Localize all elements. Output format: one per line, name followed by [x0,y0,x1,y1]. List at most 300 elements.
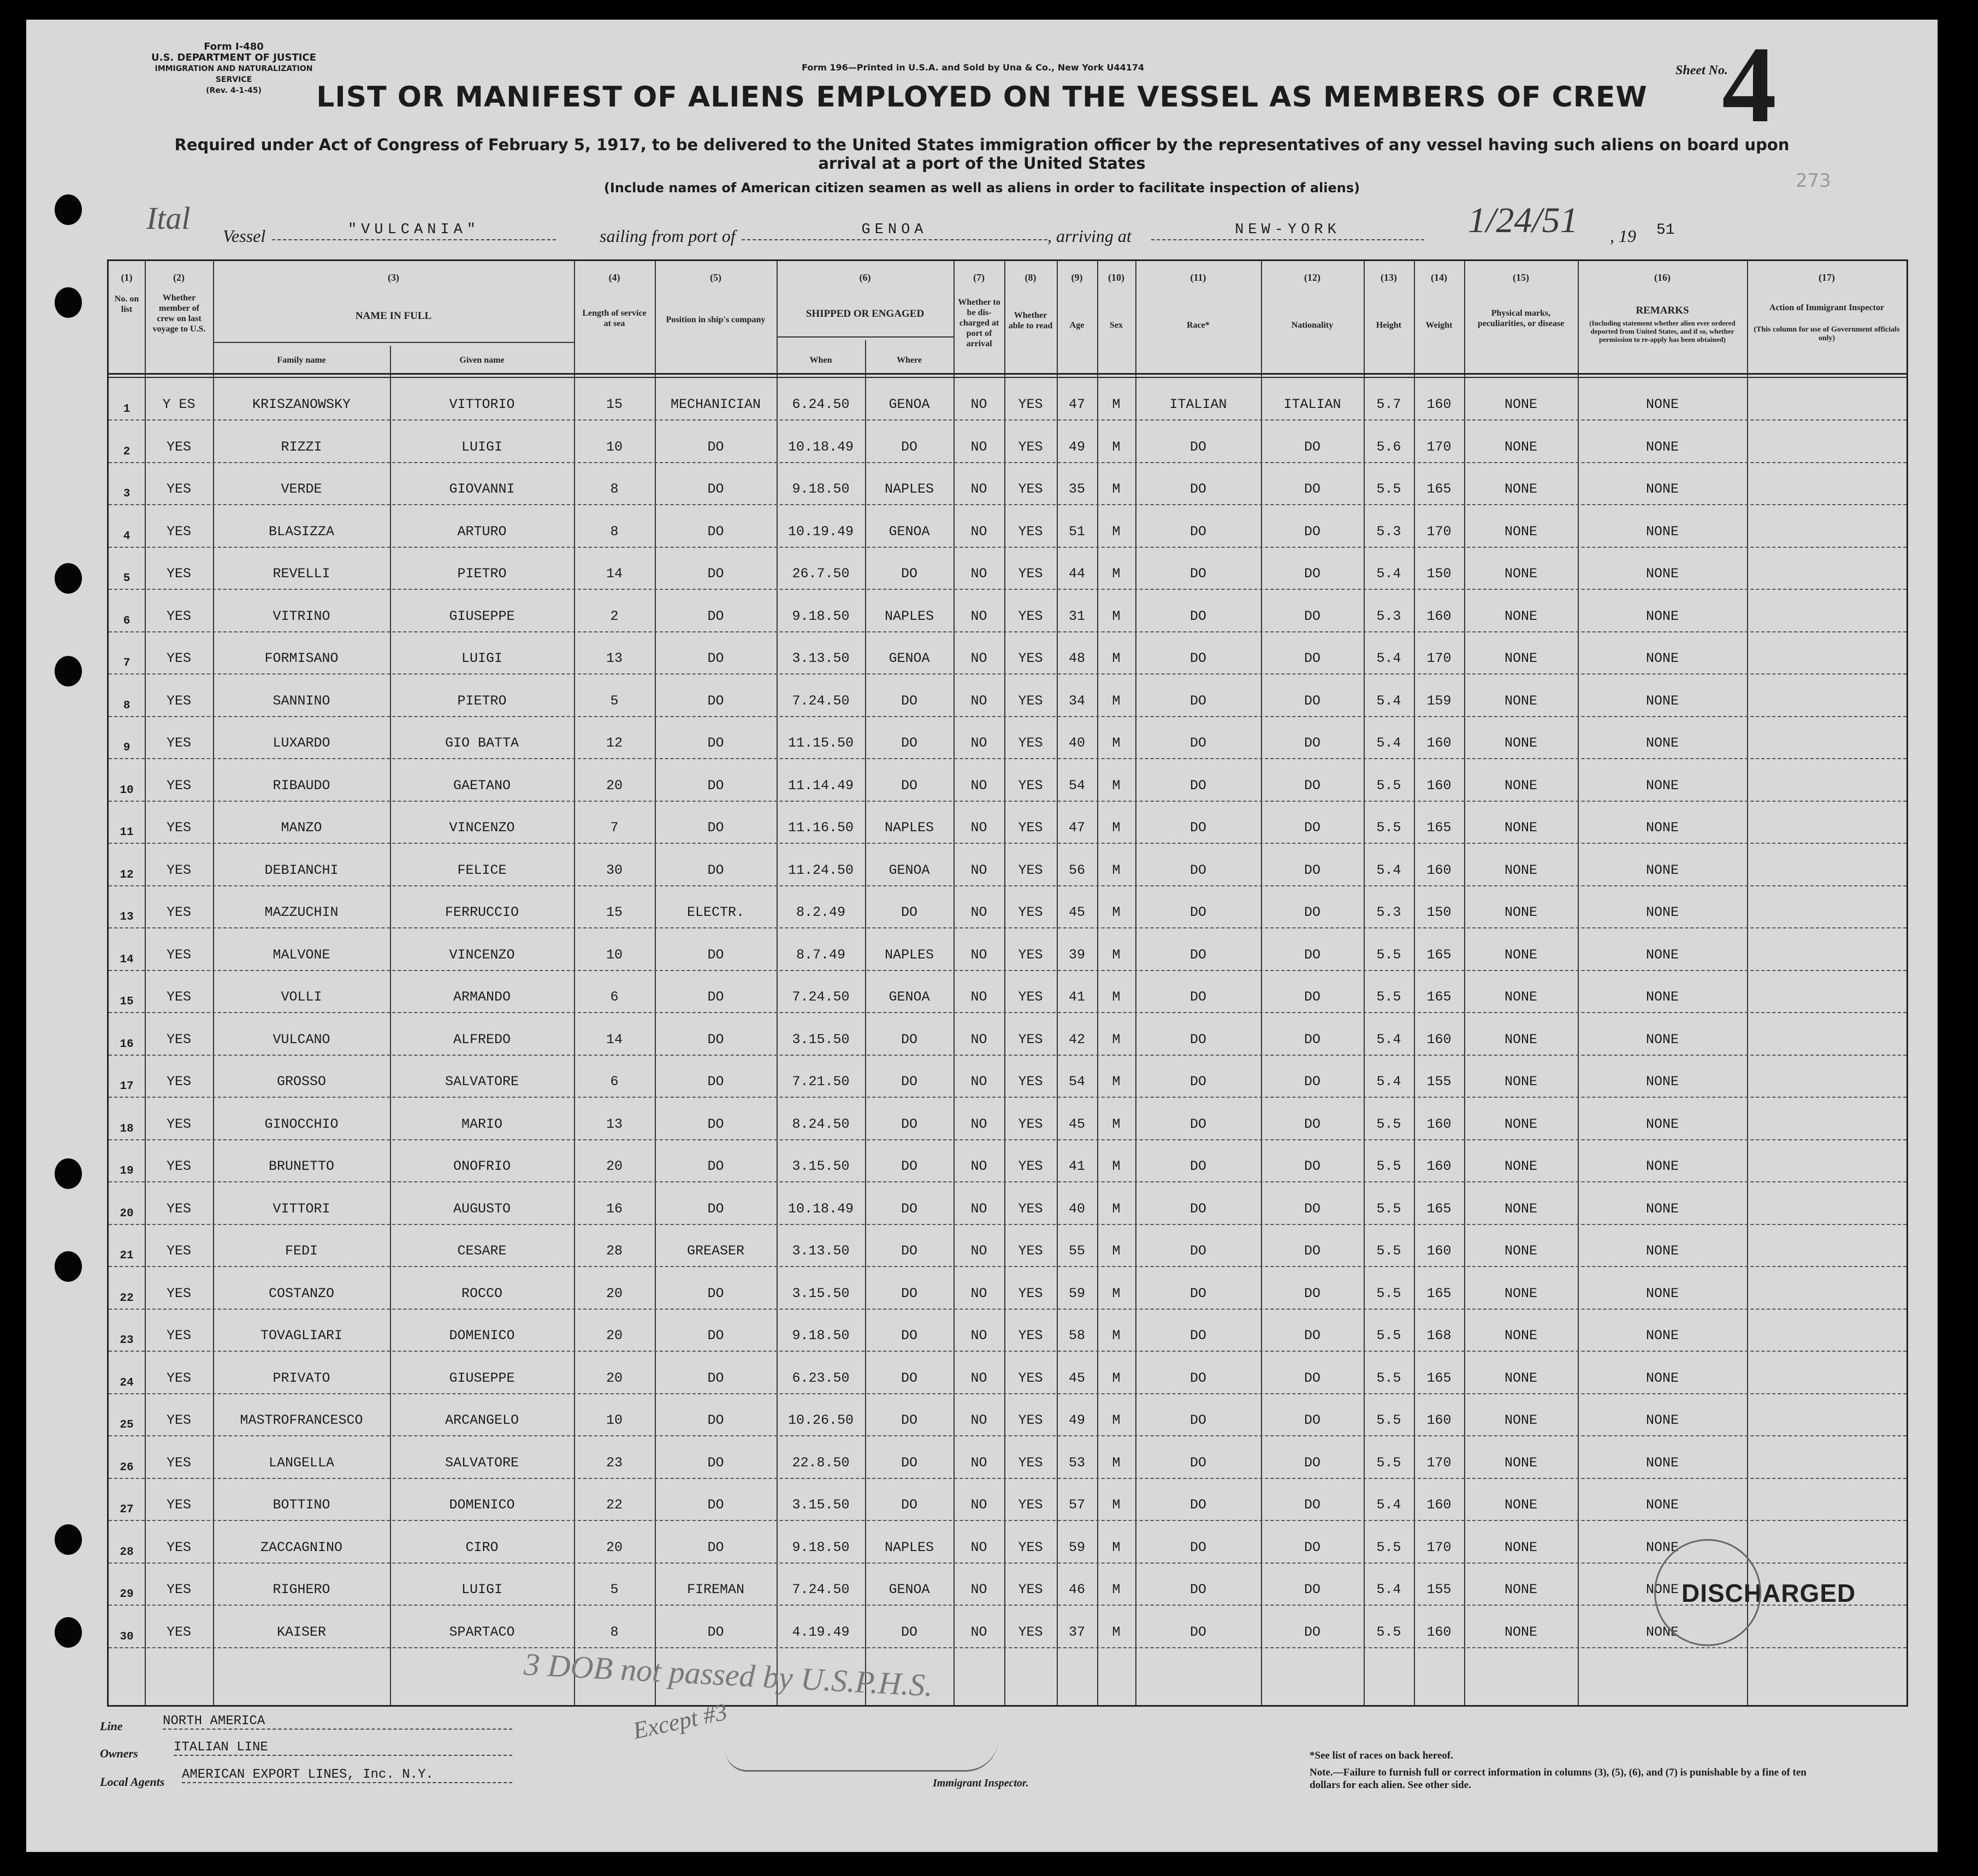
cell-sex: M [1112,1074,1121,1090]
cell-race: DO [1189,820,1206,836]
cell-position: DO [707,1074,724,1090]
line-label: Line [100,1719,123,1733]
cell-position: DO [707,1031,724,1048]
header-nationality: Nationality [1291,321,1334,330]
cell-family-name: TOVAGLIARI [260,1328,343,1344]
cell-position: DO [707,1116,724,1132]
discharged-stamp: DISCHARGED [1681,1579,1856,1607]
cell-remarks: NONE [1645,1116,1679,1132]
document-subtitle-note: (Include names of American citizen seamen as well as aliens in order to facilitate inspection of aliens) [603,180,1360,196]
cell-age: 54 [1068,1074,1085,1090]
cell-discharged: NO [970,608,987,624]
cell-given-name: LUIGI [461,650,502,666]
cell-age: 45 [1068,904,1085,920]
cell-shipped-where: DO [901,1370,917,1386]
table-row [109,1140,1906,1182]
cell-sex: M [1112,1412,1121,1428]
cell-family-name: PRIVATO [273,1370,330,1386]
cell-shipped-where: DO [901,439,917,455]
cell-race: DO [1189,481,1206,497]
cell-sex: M [1112,1200,1121,1217]
cell-row-number: 1 [123,403,131,416]
table-row [109,928,1906,971]
table-row [109,886,1906,928]
cell-remarks: NONE [1645,566,1679,582]
cell-remarks: NONE [1645,1243,1679,1259]
cell-physical-marks: NONE [1504,1074,1537,1090]
cell-row-number: 16 [120,1038,134,1051]
cell-row-number: 13 [120,911,134,924]
cell-nationality: DO [1304,1497,1320,1513]
cell-family-name: RIZZI [281,439,322,455]
cell-sex: M [1112,396,1121,412]
cell-height: 5.3 [1376,608,1401,624]
cell-shipped-where: DO [901,1074,917,1090]
cell-weight: 165 [1426,989,1452,1005]
cell-crew-last-voyage: YES [166,946,191,963]
cell-shipped-when: 7.24.50 [792,989,850,1005]
line-value: NORTH AMERICA [163,1714,512,1730]
cell-sex: M [1112,1116,1121,1132]
cell-discharged: NO [970,439,987,455]
header-given-name: Given name [459,356,505,365]
cell-age: 45 [1068,1116,1085,1132]
cell-nationality: DO [1304,1074,1320,1090]
cell-position: DO [707,820,724,836]
cell-given-name: MARIO [461,1116,502,1132]
arriving-label: , arriving at [1047,226,1132,246]
cell-nationality: DO [1304,1370,1320,1386]
cell-crew-last-voyage: YES [166,566,191,582]
cell-weight: 165 [1426,1285,1452,1301]
cell-weight: 168 [1426,1328,1452,1344]
cell-nationality: DO [1304,1031,1320,1048]
cell-position: GREASER [686,1243,745,1259]
cell-sex: M [1112,1031,1121,1048]
port-to: NEW-YORK [1151,222,1424,240]
cell-shipped-when: 6.24.50 [792,396,850,412]
arrival-date-handwritten: 1/24/51 [1468,200,1578,240]
cell-family-name: ZACCAGNINO [260,1539,343,1555]
cell-shipped-when: 9.18.50 [792,481,850,497]
cell-age: 47 [1068,820,1085,836]
cell-age: 57 [1068,1497,1085,1513]
cell-weight: 170 [1426,523,1452,540]
table-row [109,1267,1906,1310]
sheet-number: 4 [1722,25,1776,145]
cell-shipped-where: DO [901,1200,917,1217]
cell-physical-marks: NONE [1504,1539,1537,1555]
cell-crew-last-voyage: YES [166,650,191,666]
header-age: Age [1069,321,1085,330]
cell-physical-marks: NONE [1504,650,1537,666]
cell-sex: M [1112,481,1121,497]
cell-age: 51 [1068,523,1085,540]
penalty-note: Note.—Failure to furnish full or correct information in columns (3), (5), (6), and (7) is punishable by a fine of ten dollars for each alien. See other side. [1310,1767,1807,1791]
cell-family-name: VOLLI [281,989,322,1005]
cell-nationality: DO [1304,608,1320,624]
cell-shipped-where: NAPLES [884,481,934,497]
cell-nationality: DO [1304,1412,1320,1428]
cell-nationality: DO [1304,1454,1320,1471]
cell-row-number: 10 [120,784,134,797]
cell-race: DO [1189,1539,1206,1555]
cell-race: DO [1189,608,1206,624]
cell-age: 41 [1068,1158,1085,1174]
cell-crew-last-voyage: YES [166,1031,191,1048]
cell-length-of-service: 15 [606,904,623,920]
cell-nationality: DO [1304,439,1320,455]
cell-remarks: NONE [1645,481,1679,497]
cell-sex: M [1112,1370,1121,1386]
cell-shipped-when: 10.18.49 [787,439,854,455]
handwritten-bottom-note: 3 DOB not passed by U.S.P.H.S. [523,1646,934,1703]
cell-given-name: ONOFRIO [453,1158,511,1174]
cell-nationality: DO [1304,481,1320,497]
cell-shipped-where: DO [901,1412,917,1428]
cell-race: DO [1189,1200,1206,1217]
cell-row-number: 3 [123,488,131,500]
table-row [109,1098,1906,1140]
header-bottom-rule [109,373,1906,375]
cell-age: 56 [1068,862,1085,878]
cell-weight: 155 [1426,1582,1452,1597]
cell-crew-last-voyage: YES [166,1370,191,1386]
cell-nationality: DO [1304,523,1320,540]
cell-discharged: NO [970,650,987,666]
cell-remarks: NONE [1645,820,1679,836]
cell-physical-marks: NONE [1504,862,1537,878]
cell-discharged: NO [970,862,987,878]
col-num-11: (11) [1190,272,1206,283]
cell-physical-marks: NONE [1504,439,1537,455]
cell-physical-marks: NONE [1504,904,1537,920]
document-title: LIST OR MANIFEST OF ALIENS EMPLOYED ON THE VESSEL AS MEMBERS OF CREW [316,81,1648,114]
cell-weight: 165 [1426,1370,1452,1386]
cell-shipped-where: DO [901,904,917,920]
cell-given-name: GIO BATTA [445,735,519,751]
cell-physical-marks: NONE [1504,989,1537,1005]
punch-hole [55,194,82,225]
cell-physical-marks: NONE [1504,1370,1537,1386]
cell-weight: 150 [1426,904,1452,920]
cell-age: 47 [1068,396,1085,412]
cell-position: DO [707,1624,724,1640]
cell-row-number: 5 [123,572,131,585]
cell-able-to-read: YES [1018,1539,1043,1555]
cell-discharged: NO [970,820,987,836]
cell-sex: M [1112,1624,1121,1640]
cell-age: 41 [1068,989,1085,1005]
cell-discharged: NO [970,777,987,794]
cell-physical-marks: NONE [1504,1497,1537,1513]
header-where: Where [897,356,922,365]
cell-able-to-read: YES [1018,1454,1043,1471]
cell-shipped-where: DO [901,1285,917,1301]
cell-shipped-where: GENOA [889,1582,930,1597]
cell-height: 5.4 [1376,1497,1401,1513]
cell-remarks: NONE [1645,1454,1679,1471]
cell-weight: 170 [1426,1539,1452,1555]
cell-length-of-service: 5 [610,1582,619,1597]
cell-shipped-when: 6.23.50 [792,1370,850,1386]
cell-position: DO [707,777,724,794]
cell-given-name: CIRO [465,1539,499,1555]
cell-physical-marks: NONE [1504,735,1537,751]
cell-family-name: COSTANZO [268,1285,335,1301]
cell-able-to-read: YES [1018,608,1043,624]
punch-hole [55,1524,82,1555]
cell-crew-last-voyage: YES [166,439,191,455]
cell-discharged: NO [970,1412,987,1428]
handwritten-note-ital: Ital [146,200,191,236]
cell-family-name: LANGELLA [268,1454,335,1471]
cell-row-number: 7 [123,657,131,670]
cell-family-name: BOTTINO [273,1497,330,1513]
cell-crew-last-voyage: YES [166,904,191,920]
cell-position: DO [707,1200,724,1217]
cell-able-to-read: YES [1018,946,1043,963]
cell-nationality: DO [1304,1539,1320,1555]
cell-given-name: GIUSEPPE [449,608,515,624]
col-num-10: (10) [1108,272,1124,283]
cell-shipped-where: NAPLES [884,608,934,624]
cell-crew-last-voyage: YES [166,862,191,878]
cell-shipped-where: DO [901,1116,917,1132]
cell-shipped-when: 3.13.50 [792,1243,850,1259]
cell-shipped-where: GENOA [889,862,930,878]
cell-length-of-service: 20 [606,1285,623,1301]
cell-position: ELECTR. [686,904,745,920]
cell-discharged: NO [970,1243,987,1259]
cell-height: 5.5 [1376,1370,1401,1386]
cell-crew-last-voyage: YES [166,777,191,794]
cell-position: DO [707,1539,724,1555]
cell-crew-last-voyage: YES [166,1243,191,1259]
cell-length-of-service: 23 [606,1454,623,1471]
cell-position: MECHANICIAN [670,396,761,412]
cell-row-number: 9 [123,742,131,754]
cell-sex: M [1112,946,1121,963]
cell-race: DO [1189,1158,1206,1174]
header-height: Height [1376,321,1402,330]
cell-length-of-service: 28 [606,1243,623,1259]
cell-sex: M [1112,1454,1121,1471]
table-row [109,1478,1906,1521]
cell-crew-last-voyage: YES [166,1454,191,1471]
cell-weight: 160 [1426,862,1452,878]
cell-physical-marks: NONE [1504,946,1537,963]
cell-shipped-where: DO [901,1454,917,1471]
cell-weight: 150 [1426,566,1452,582]
cell-position: DO [707,862,724,878]
cell-remarks: NONE [1645,1328,1679,1344]
cell-family-name: BRUNETTO [268,1158,335,1174]
cell-family-name: VITRINO [273,608,330,624]
punch-hole [55,563,82,594]
cell-able-to-read: YES [1018,1412,1043,1428]
table-row [109,674,1906,717]
col-num-13: (13) [1381,272,1397,283]
cell-given-name: DOMENICO [449,1328,515,1344]
col-num-4: (4) [608,272,620,283]
cell-height: 5.4 [1376,566,1401,582]
cell-race: DO [1189,1582,1206,1597]
cell-family-name: MANZO [281,820,322,836]
cell-shipped-where: DO [901,735,917,751]
cell-physical-marks: NONE [1504,1412,1537,1428]
cell-discharged: NO [970,566,987,582]
cell-sex: M [1112,1243,1121,1259]
cell-given-name: VITTORIO [449,396,515,412]
cell-crew-last-voyage: YES [166,1582,191,1597]
cell-row-number: 30 [120,1630,134,1643]
cell-shipped-where: DO [901,1243,917,1259]
cell-height: 5.4 [1376,862,1401,878]
cell-position: DO [707,1158,724,1174]
cell-shipped-when: 10.26.50 [787,1412,854,1428]
cell-family-name: GROSSO [276,1074,326,1090]
cell-family-name: VERDE [281,481,322,497]
cell-nationality: DO [1304,946,1320,963]
cell-length-of-service: 14 [606,566,623,582]
cell-discharged: NO [970,693,987,709]
cell-discharged: NO [970,1497,987,1513]
header-discharged: Whether to be dis-charged at port of arrival [958,298,1000,348]
header-remarks: REMARKS [1636,305,1689,316]
cell-crew-last-voyage: Y ES [162,396,196,412]
cell-physical-marks: NONE [1504,1200,1537,1217]
cell-given-name: FELICE [457,862,507,878]
cell-family-name: RIGHERO [273,1582,330,1597]
cell-discharged: NO [970,989,987,1005]
local-agents-value: AMERICAN EXPORT LINES, Inc. N.Y. [182,1767,512,1783]
cell-shipped-where: GENOA [889,650,930,666]
cell-family-name: REVELLI [273,566,330,582]
cell-nationality: DO [1304,566,1320,582]
cell-race: DO [1189,862,1206,878]
cell-nationality: DO [1304,1158,1320,1174]
cell-length-of-service: 8 [610,481,619,497]
cell-nationality: DO [1304,820,1320,836]
cell-given-name: DOMENICO [449,1497,515,1513]
cell-age: 58 [1068,1328,1085,1344]
cell-remarks: NONE [1645,946,1679,963]
cell-row-number: 6 [123,614,131,628]
cell-family-name: LUXARDO [273,735,330,751]
cell-nationality: DO [1304,1116,1320,1132]
cell-shipped-where: NAPLES [884,1539,934,1555]
cell-able-to-read: YES [1018,1200,1043,1217]
cell-age: 59 [1068,1285,1085,1301]
cell-length-of-service: 14 [606,1031,623,1048]
cell-row-number: 20 [120,1207,134,1220]
cell-able-to-read: YES [1018,650,1043,666]
cell-physical-marks: NONE [1504,566,1537,582]
cell-height: 5.3 [1376,904,1401,920]
cell-height: 5.5 [1376,1412,1401,1428]
cell-physical-marks: NONE [1504,777,1537,794]
cell-family-name: MALVONE [273,946,330,963]
cell-physical-marks: NONE [1504,523,1537,540]
cell-family-name: BLASIZZA [268,523,335,540]
cell-discharged: NO [970,735,987,751]
cell-shipped-when: 4.19.49 [792,1624,850,1640]
punch-hole [55,656,82,687]
cell-shipped-when: 11.14.49 [787,777,854,794]
cell-discharged: NO [970,523,987,540]
cell-shipped-where: DO [901,1328,917,1344]
cell-crew-last-voyage: YES [166,735,191,751]
header-rule [213,342,574,343]
cell-shipped-where: DO [901,566,917,582]
punch-hole [55,1158,82,1189]
cell-given-name: GIUSEPPE [449,1370,515,1386]
table-row [109,1352,1906,1394]
cell-weight: 159 [1426,693,1452,709]
cell-race: DO [1189,904,1206,920]
cell-discharged: NO [970,904,987,920]
cell-age: 49 [1068,439,1085,455]
cell-shipped-when: 8.7.49 [796,946,845,963]
cell-discharged: NO [970,1328,987,1344]
cell-family-name: KRISZANOWSKY [252,396,351,412]
cell-crew-last-voyage: YES [166,1074,191,1090]
year-value: 51 [1656,222,1675,239]
cell-race: DO [1189,1243,1206,1259]
cell-race: DO [1189,1328,1206,1344]
cell-shipped-where: DO [901,1624,917,1640]
col-num-17: (17) [1819,272,1835,283]
cell-nationality: DO [1304,650,1320,666]
table-row [109,1606,1906,1648]
cell-weight: 160 [1426,396,1452,412]
cell-given-name: CESARE [457,1243,507,1259]
cell-crew-last-voyage: YES [166,820,191,836]
cell-shipped-when: 3.13.50 [792,650,850,666]
cell-nationality: DO [1304,1624,1320,1640]
col-num-3: (3) [388,272,399,283]
cell-remarks: NONE [1645,1497,1679,1513]
cell-given-name: SALVATORE [445,1074,519,1090]
cell-nationality: DO [1304,1285,1320,1301]
cell-family-name: FORMISANO [264,650,339,666]
cell-position: DO [707,439,724,455]
header-crew-last-voyage: Whether member of crew on last voyage to U.S. [152,293,206,334]
cell-weight: 165 [1426,820,1452,836]
cell-able-to-read: YES [1018,439,1043,455]
cell-remarks: NONE [1645,608,1679,624]
cell-family-name: FEDI [285,1243,318,1259]
cell-age: 46 [1068,1582,1085,1597]
cell-height: 5.4 [1376,650,1401,666]
cell-given-name: SALVATORE [445,1454,519,1471]
cell-position: DO [707,566,724,582]
header-sex: Sex [1110,321,1123,330]
cell-able-to-read: YES [1018,862,1043,878]
cell-shipped-when: 9.18.50 [792,1539,850,1555]
table-row [109,844,1906,886]
agency-name: U.S. DEPARTMENT OF JUSTICE [151,52,316,63]
cell-height: 5.4 [1376,1582,1401,1597]
cell-sex: M [1112,523,1121,540]
cell-length-of-service: 12 [606,735,623,751]
cell-length-of-service: 13 [606,1116,623,1132]
cell-able-to-read: YES [1018,777,1043,794]
cell-remarks: NONE [1645,439,1679,455]
cell-physical-marks: NONE [1504,693,1537,709]
cell-crew-last-voyage: YES [166,1497,191,1513]
